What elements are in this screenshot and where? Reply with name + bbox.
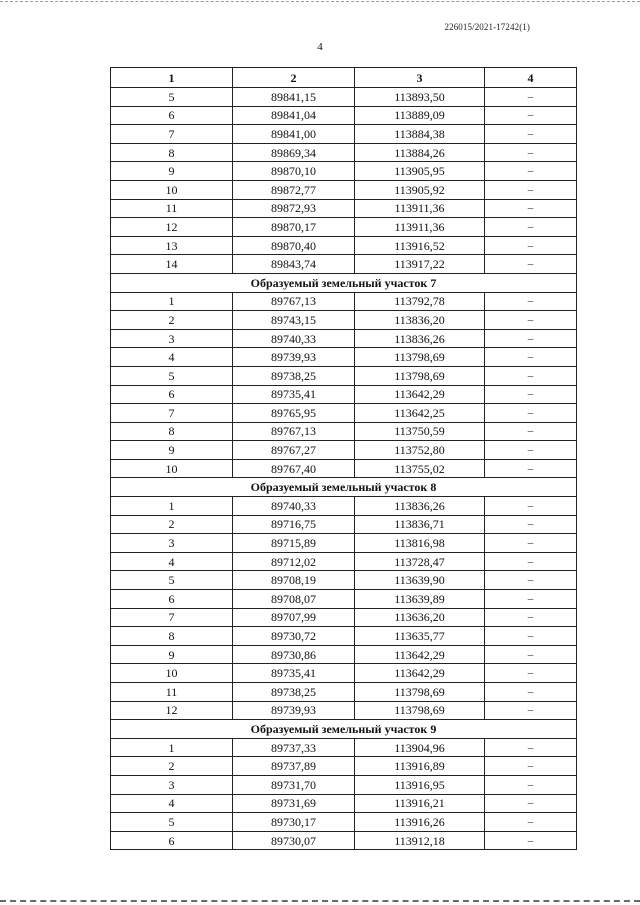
note-cell: – bbox=[485, 366, 577, 385]
x-coordinate: 89765,95 bbox=[233, 404, 355, 423]
y-coordinate: 113916,26 bbox=[355, 813, 485, 832]
x-coordinate: 89738,25 bbox=[233, 683, 355, 702]
point-number: 6 bbox=[111, 106, 233, 125]
note-cell: – bbox=[485, 311, 577, 330]
point-number: 1 bbox=[111, 738, 233, 757]
point-number: 2 bbox=[111, 311, 233, 330]
y-coordinate: 113905,95 bbox=[355, 162, 485, 181]
y-coordinate: 113917,22 bbox=[355, 255, 485, 274]
note-cell: – bbox=[485, 404, 577, 423]
x-coordinate: 89841,15 bbox=[233, 88, 355, 107]
point-number: 13 bbox=[111, 236, 233, 255]
note-cell: – bbox=[485, 683, 577, 702]
x-coordinate: 89869,34 bbox=[233, 143, 355, 162]
y-coordinate: 113642,25 bbox=[355, 404, 485, 423]
y-coordinate: 113836,71 bbox=[355, 515, 485, 534]
table-row bbox=[111, 664, 577, 683]
point-number: 10 bbox=[111, 459, 233, 478]
note-cell: – bbox=[485, 143, 577, 162]
table-row bbox=[111, 404, 577, 423]
point-number: 11 bbox=[111, 199, 233, 218]
note-cell: – bbox=[485, 441, 577, 460]
table-row bbox=[111, 106, 577, 125]
x-coordinate: 89730,86 bbox=[233, 645, 355, 664]
note-cell: – bbox=[485, 459, 577, 478]
y-coordinate: 113836,20 bbox=[355, 311, 485, 330]
point-number: 7 bbox=[111, 404, 233, 423]
y-coordinate: 113836,26 bbox=[355, 329, 485, 348]
point-number: 1 bbox=[111, 292, 233, 311]
note-cell: – bbox=[485, 199, 577, 218]
table-row bbox=[111, 571, 577, 590]
y-coordinate: 113912,18 bbox=[355, 831, 485, 850]
x-coordinate: 89743,15 bbox=[233, 311, 355, 330]
y-coordinate: 113636,20 bbox=[355, 608, 485, 627]
y-coordinate: 113916,52 bbox=[355, 236, 485, 255]
x-coordinate: 89731,69 bbox=[233, 794, 355, 813]
note-cell: – bbox=[485, 608, 577, 627]
y-coordinate: 113635,77 bbox=[355, 627, 485, 646]
y-coordinate: 113836,26 bbox=[355, 497, 485, 516]
table-row bbox=[111, 329, 577, 348]
section-header-row bbox=[111, 478, 577, 497]
table-row bbox=[111, 348, 577, 367]
table-row bbox=[111, 645, 577, 664]
table-row bbox=[111, 775, 577, 794]
table-row bbox=[111, 813, 577, 832]
y-coordinate: 113792,78 bbox=[355, 292, 485, 311]
x-coordinate: 89708,19 bbox=[233, 571, 355, 590]
table-header-row bbox=[111, 68, 577, 88]
y-coordinate: 113728,47 bbox=[355, 552, 485, 571]
point-number: 5 bbox=[111, 88, 233, 107]
point-number: 1 bbox=[111, 497, 233, 516]
note-cell: – bbox=[485, 831, 577, 850]
point-number: 10 bbox=[111, 664, 233, 683]
table-row bbox=[111, 590, 577, 609]
table-row bbox=[111, 552, 577, 571]
x-coordinate: 89870,40 bbox=[233, 236, 355, 255]
note-cell: – bbox=[485, 106, 577, 125]
table-row bbox=[111, 422, 577, 441]
x-coordinate: 89738,25 bbox=[233, 366, 355, 385]
x-coordinate: 89730,72 bbox=[233, 627, 355, 646]
x-coordinate: 89739,93 bbox=[233, 701, 355, 720]
y-coordinate: 113904,96 bbox=[355, 738, 485, 757]
table-row bbox=[111, 88, 577, 107]
point-number: 12 bbox=[111, 218, 233, 237]
point-number: 3 bbox=[111, 534, 233, 553]
y-coordinate: 113798,69 bbox=[355, 366, 485, 385]
note-cell: – bbox=[485, 738, 577, 757]
x-coordinate: 89737,89 bbox=[233, 757, 355, 776]
y-coordinate: 113889,09 bbox=[355, 106, 485, 125]
y-coordinate: 113755,02 bbox=[355, 459, 485, 478]
note-cell: – bbox=[485, 515, 577, 534]
point-number: 6 bbox=[111, 590, 233, 609]
table-row bbox=[111, 218, 577, 237]
point-number: 12 bbox=[111, 701, 233, 720]
table-row bbox=[111, 459, 577, 478]
point-number: 7 bbox=[111, 125, 233, 144]
x-coordinate: 89767,27 bbox=[233, 441, 355, 460]
section-title: Образуемый земельный участок 9 bbox=[111, 720, 577, 739]
x-coordinate: 89730,07 bbox=[233, 831, 355, 850]
table-row bbox=[111, 701, 577, 720]
table-row bbox=[111, 236, 577, 255]
table-row bbox=[111, 143, 577, 162]
point-number: 6 bbox=[111, 831, 233, 850]
point-number: 4 bbox=[111, 552, 233, 571]
table-row bbox=[111, 125, 577, 144]
note-cell: – bbox=[485, 348, 577, 367]
y-coordinate: 113642,29 bbox=[355, 664, 485, 683]
table-row bbox=[111, 738, 577, 757]
note-cell: – bbox=[485, 125, 577, 144]
point-number: 2 bbox=[111, 757, 233, 776]
y-coordinate: 113639,90 bbox=[355, 571, 485, 590]
table-row bbox=[111, 441, 577, 460]
table-row bbox=[111, 534, 577, 553]
table-row bbox=[111, 497, 577, 516]
x-coordinate: 89841,00 bbox=[233, 125, 355, 144]
y-coordinate: 113916,95 bbox=[355, 775, 485, 794]
note-cell: – bbox=[485, 88, 577, 107]
table-row bbox=[111, 515, 577, 534]
column-header-4: 4 bbox=[485, 68, 577, 88]
note-cell: – bbox=[485, 162, 577, 181]
x-coordinate: 89735,41 bbox=[233, 385, 355, 404]
point-number: 9 bbox=[111, 645, 233, 664]
note-cell: – bbox=[485, 571, 577, 590]
table-row bbox=[111, 627, 577, 646]
y-coordinate: 113916,89 bbox=[355, 757, 485, 776]
table-row bbox=[111, 311, 577, 330]
note-cell: – bbox=[485, 645, 577, 664]
x-coordinate: 89841,04 bbox=[233, 106, 355, 125]
x-coordinate: 89707,99 bbox=[233, 608, 355, 627]
note-cell: – bbox=[485, 552, 577, 571]
section-title: Образуемый земельный участок 7 bbox=[111, 273, 577, 292]
note-cell: – bbox=[485, 757, 577, 776]
y-coordinate: 113893,50 bbox=[355, 88, 485, 107]
y-coordinate: 113911,36 bbox=[355, 218, 485, 237]
x-coordinate: 89735,41 bbox=[233, 664, 355, 683]
section-title: Образуемый земельный участок 8 bbox=[111, 478, 577, 497]
page-number: 4 bbox=[317, 41, 323, 53]
x-coordinate: 89767,13 bbox=[233, 422, 355, 441]
table-row bbox=[111, 199, 577, 218]
scan-edge-top bbox=[0, 1, 640, 2]
section-header-row bbox=[111, 720, 577, 739]
point-number: 5 bbox=[111, 571, 233, 590]
x-coordinate: 89708,07 bbox=[233, 590, 355, 609]
column-header-1: 1 bbox=[111, 68, 233, 88]
x-coordinate: 89739,93 bbox=[233, 348, 355, 367]
column-header-3: 3 bbox=[355, 68, 485, 88]
x-coordinate: 89716,75 bbox=[233, 515, 355, 534]
note-cell: – bbox=[485, 701, 577, 720]
column-header-2: 2 bbox=[233, 68, 355, 88]
table-row bbox=[111, 757, 577, 776]
point-number: 8 bbox=[111, 627, 233, 646]
point-number: 9 bbox=[111, 441, 233, 460]
y-coordinate: 113642,29 bbox=[355, 645, 485, 664]
note-cell: – bbox=[485, 775, 577, 794]
table-row bbox=[111, 794, 577, 813]
y-coordinate: 113750,59 bbox=[355, 422, 485, 441]
note-cell: – bbox=[485, 664, 577, 683]
note-cell: – bbox=[485, 236, 577, 255]
y-coordinate: 113642,29 bbox=[355, 385, 485, 404]
x-coordinate: 89872,93 bbox=[233, 199, 355, 218]
x-coordinate: 89767,40 bbox=[233, 459, 355, 478]
y-coordinate: 113916,21 bbox=[355, 794, 485, 813]
point-number: 14 bbox=[111, 255, 233, 274]
note-cell: – bbox=[485, 218, 577, 237]
x-coordinate: 89872,77 bbox=[233, 180, 355, 199]
note-cell: – bbox=[485, 813, 577, 832]
table-row bbox=[111, 683, 577, 702]
y-coordinate: 113752,80 bbox=[355, 441, 485, 460]
note-cell: – bbox=[485, 385, 577, 404]
point-number: 8 bbox=[111, 422, 233, 441]
note-cell: – bbox=[485, 627, 577, 646]
y-coordinate: 113798,69 bbox=[355, 701, 485, 720]
note-cell: – bbox=[485, 292, 577, 311]
x-coordinate: 89870,17 bbox=[233, 218, 355, 237]
note-cell: – bbox=[485, 794, 577, 813]
point-number: 11 bbox=[111, 683, 233, 702]
point-number: 6 bbox=[111, 385, 233, 404]
table-row bbox=[111, 385, 577, 404]
note-cell: – bbox=[485, 590, 577, 609]
x-coordinate: 89737,33 bbox=[233, 738, 355, 757]
point-number: 3 bbox=[111, 329, 233, 348]
table-row bbox=[111, 608, 577, 627]
x-coordinate: 89712,02 bbox=[233, 552, 355, 571]
scan-edge-bottom bbox=[0, 900, 640, 902]
y-coordinate: 113884,38 bbox=[355, 125, 485, 144]
note-cell: – bbox=[485, 497, 577, 516]
table-row bbox=[111, 255, 577, 274]
y-coordinate: 113911,36 bbox=[355, 199, 485, 218]
x-coordinate: 89731,70 bbox=[233, 775, 355, 794]
table-row bbox=[111, 180, 577, 199]
y-coordinate: 113884,26 bbox=[355, 143, 485, 162]
coordinates-table bbox=[110, 67, 577, 850]
x-coordinate: 89715,89 bbox=[233, 534, 355, 553]
point-number: 5 bbox=[111, 366, 233, 385]
note-cell: – bbox=[485, 255, 577, 274]
point-number: 4 bbox=[111, 794, 233, 813]
note-cell: – bbox=[485, 534, 577, 553]
point-number: 9 bbox=[111, 162, 233, 181]
section-header-row bbox=[111, 273, 577, 292]
point-number: 4 bbox=[111, 348, 233, 367]
coordinates-table-body bbox=[111, 88, 577, 850]
point-number: 7 bbox=[111, 608, 233, 627]
x-coordinate: 89740,33 bbox=[233, 329, 355, 348]
point-number: 3 bbox=[111, 775, 233, 794]
x-coordinate: 89870,10 bbox=[233, 162, 355, 181]
document-reference-number: 226015/2021-17242(1) bbox=[444, 22, 530, 32]
y-coordinate: 113798,69 bbox=[355, 683, 485, 702]
note-cell: – bbox=[485, 329, 577, 348]
y-coordinate: 113639,89 bbox=[355, 590, 485, 609]
point-number: 8 bbox=[111, 143, 233, 162]
x-coordinate: 89843,74 bbox=[233, 255, 355, 274]
table-row bbox=[111, 831, 577, 850]
y-coordinate: 113798,69 bbox=[355, 348, 485, 367]
table-row bbox=[111, 162, 577, 181]
table-row bbox=[111, 292, 577, 311]
note-cell: – bbox=[485, 180, 577, 199]
x-coordinate: 89730,17 bbox=[233, 813, 355, 832]
table-row bbox=[111, 366, 577, 385]
y-coordinate: 113905,92 bbox=[355, 180, 485, 199]
y-coordinate: 113816,98 bbox=[355, 534, 485, 553]
point-number: 10 bbox=[111, 180, 233, 199]
note-cell: – bbox=[485, 422, 577, 441]
point-number: 2 bbox=[111, 515, 233, 534]
x-coordinate: 89767,13 bbox=[233, 292, 355, 311]
x-coordinate: 89740,33 bbox=[233, 497, 355, 516]
point-number: 5 bbox=[111, 813, 233, 832]
